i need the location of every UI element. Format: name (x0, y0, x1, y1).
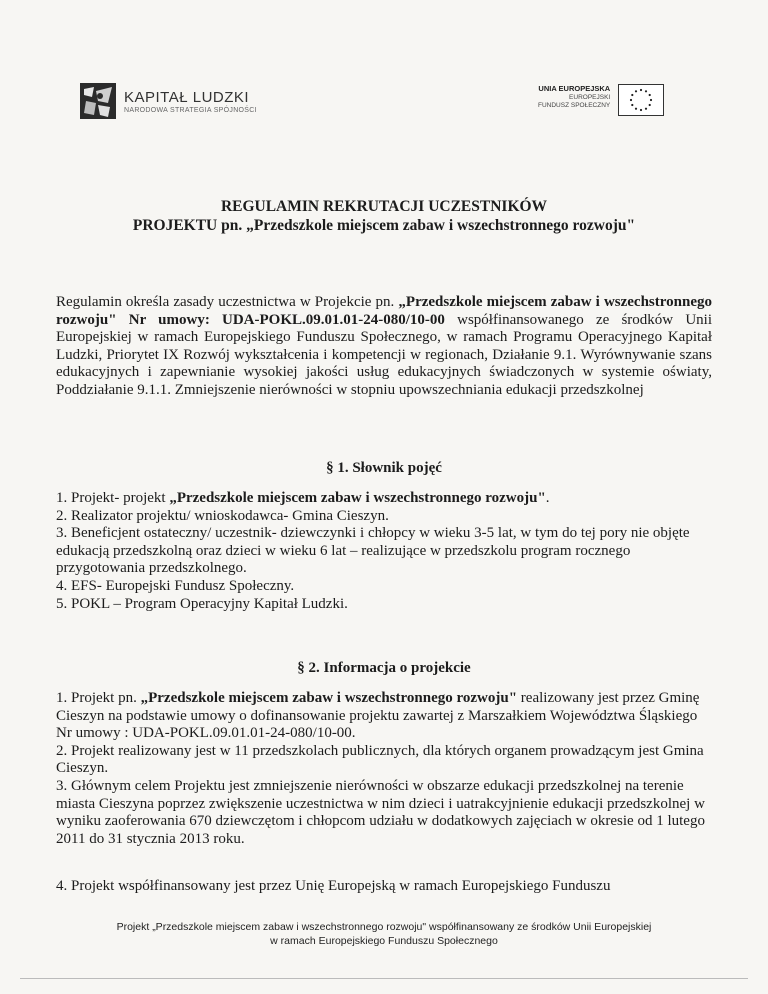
kapital-ludzki-subtitle: NARODOWA STRATEGIA SPÓJNOŚCI (124, 106, 257, 114)
kapital-ludzki-logo (80, 83, 257, 119)
section2-list (56, 690, 712, 848)
list-item: 2. Projekt realizowany jest w 11 przedszkolach publicznych, dla których organem prowadzącym jest Gmina Cieszyn. (56, 742, 704, 777)
kapital-ludzki-name: KAPITAŁ LUDZKI (124, 88, 250, 106)
document-title (0, 197, 768, 235)
list-item: 4. EFS- Europejski Fundusz Społeczny. (56, 577, 295, 594)
footer-line1: Projekt „Przedszkole miejscem zabaw i wszechstronnego rozwoju" współfinansowany ze środków Unii Europejskiej (116, 921, 652, 933)
eu-flag-icon (618, 84, 664, 116)
list-item: 1. Projekt- projekt „Przedszkole miejscem zabaw i wszechstronnego rozwoju". (56, 490, 550, 506)
intro-project-name: „Przedszkole miejscem zabaw i wszechstronnego rozwoju" Nr umowy: UDA-POKL.09.01.01-24-080/10-00 (56, 294, 712, 328)
kapital-ludzki-emblem-icon (80, 83, 116, 119)
list-item: 3. Beneficjent ostateczny/ uczestnik- dziewczynki i chłopcy w wieku 3-5 lat, w tym do tej pory nie objęte edukacją przedszkolną oraz dzieci w wieku 6 lat – realizujące w przedszkolu program rocznego przygotowania przedszkolnego. (56, 525, 690, 577)
title-line2: PROJEKTU pn. „Przedszkole miejscem zabaw i wszechstronnego rozwoju" (132, 217, 636, 234)
list-item: 1. Projekt pn. „Przedszkole miejscem zabaw i wszechstronnego rozwoju" realizowany jest przez Gminę Cieszyn na podstawie umowy o dofinansowanie projektu zawartej z Marszałkiem Województwa Śląskiego Nr umowy : UDA-POKL.09.01.01-24-080/10-00. (56, 690, 700, 742)
list-item: 5. POKL – Program Operacyjny Kapitał Ludzki. (56, 595, 348, 612)
title-line1: REGULAMIN REKRUTACJI UCZESTNIKÓW (220, 198, 548, 215)
section2-heading: § 2. Informacja o projekcie (297, 660, 471, 676)
intro-paragraph (56, 294, 712, 400)
eu-line3: FUNDUSZ SPOŁECZNY (538, 102, 611, 109)
eu-line2: EUROPEJSKI (569, 94, 611, 101)
page-footer (0, 920, 768, 948)
intro-text-1: Regulamin określa zasady uczestnictwa w Projekcie pn. (56, 294, 399, 310)
section2-item4: 4. Projekt współfinansowany jest przez Unię Europejską w ramach Europejskiego Funduszu (56, 878, 611, 894)
eu-line1: UNIA EUROPEJSKA (538, 84, 611, 93)
list-item: 3. Głównym celem Projektu jest zmniejszenie nierówności w obszarze edukacji przedszkolnej na terenie miasta Cieszyna poprzez zwiększenie uczestnictwa w nim dzieci i uatrakcyjnienie edukacji przedszkolnej w wyniku zaoferowania 670 dziewczętom i chłopcom udziału w dodatkowych zajęciach w okresie od 1 lutego 2011 do 31 stycznia 2013 roku. (56, 777, 705, 847)
section1-heading: § 1. Słownik pojęć (326, 460, 442, 476)
section1-list (56, 490, 712, 613)
list-item: 2. Realizator projektu/ wnioskodawca- Gmina Cieszyn. (56, 507, 389, 524)
footer-line2: w ramach Europejskiego Funduszu Społecznego (270, 935, 498, 947)
eu-logo (538, 84, 664, 116)
bottom-divider (20, 978, 748, 979)
intro-text-2: współfinansowanego ze środków Unii Europejskiej w ramach Europejskiego Funduszu Społecznego, w ramach Programu Operacyjnego Kapitał Ludzki, Priorytet IX Rozwój wykształcenia i kompetencji w regionach, Działanie 9.1. Wyrównywanie szans edukacyjnych i zapewnianie wysokiej jakości usług edukacyjnych świadczonych w systemie oświaty, Poddziałanie 9.1.1. Zmniejszenie nierówności w stopniu upowszechniania edukacji przedszkolnej (56, 311, 712, 398)
